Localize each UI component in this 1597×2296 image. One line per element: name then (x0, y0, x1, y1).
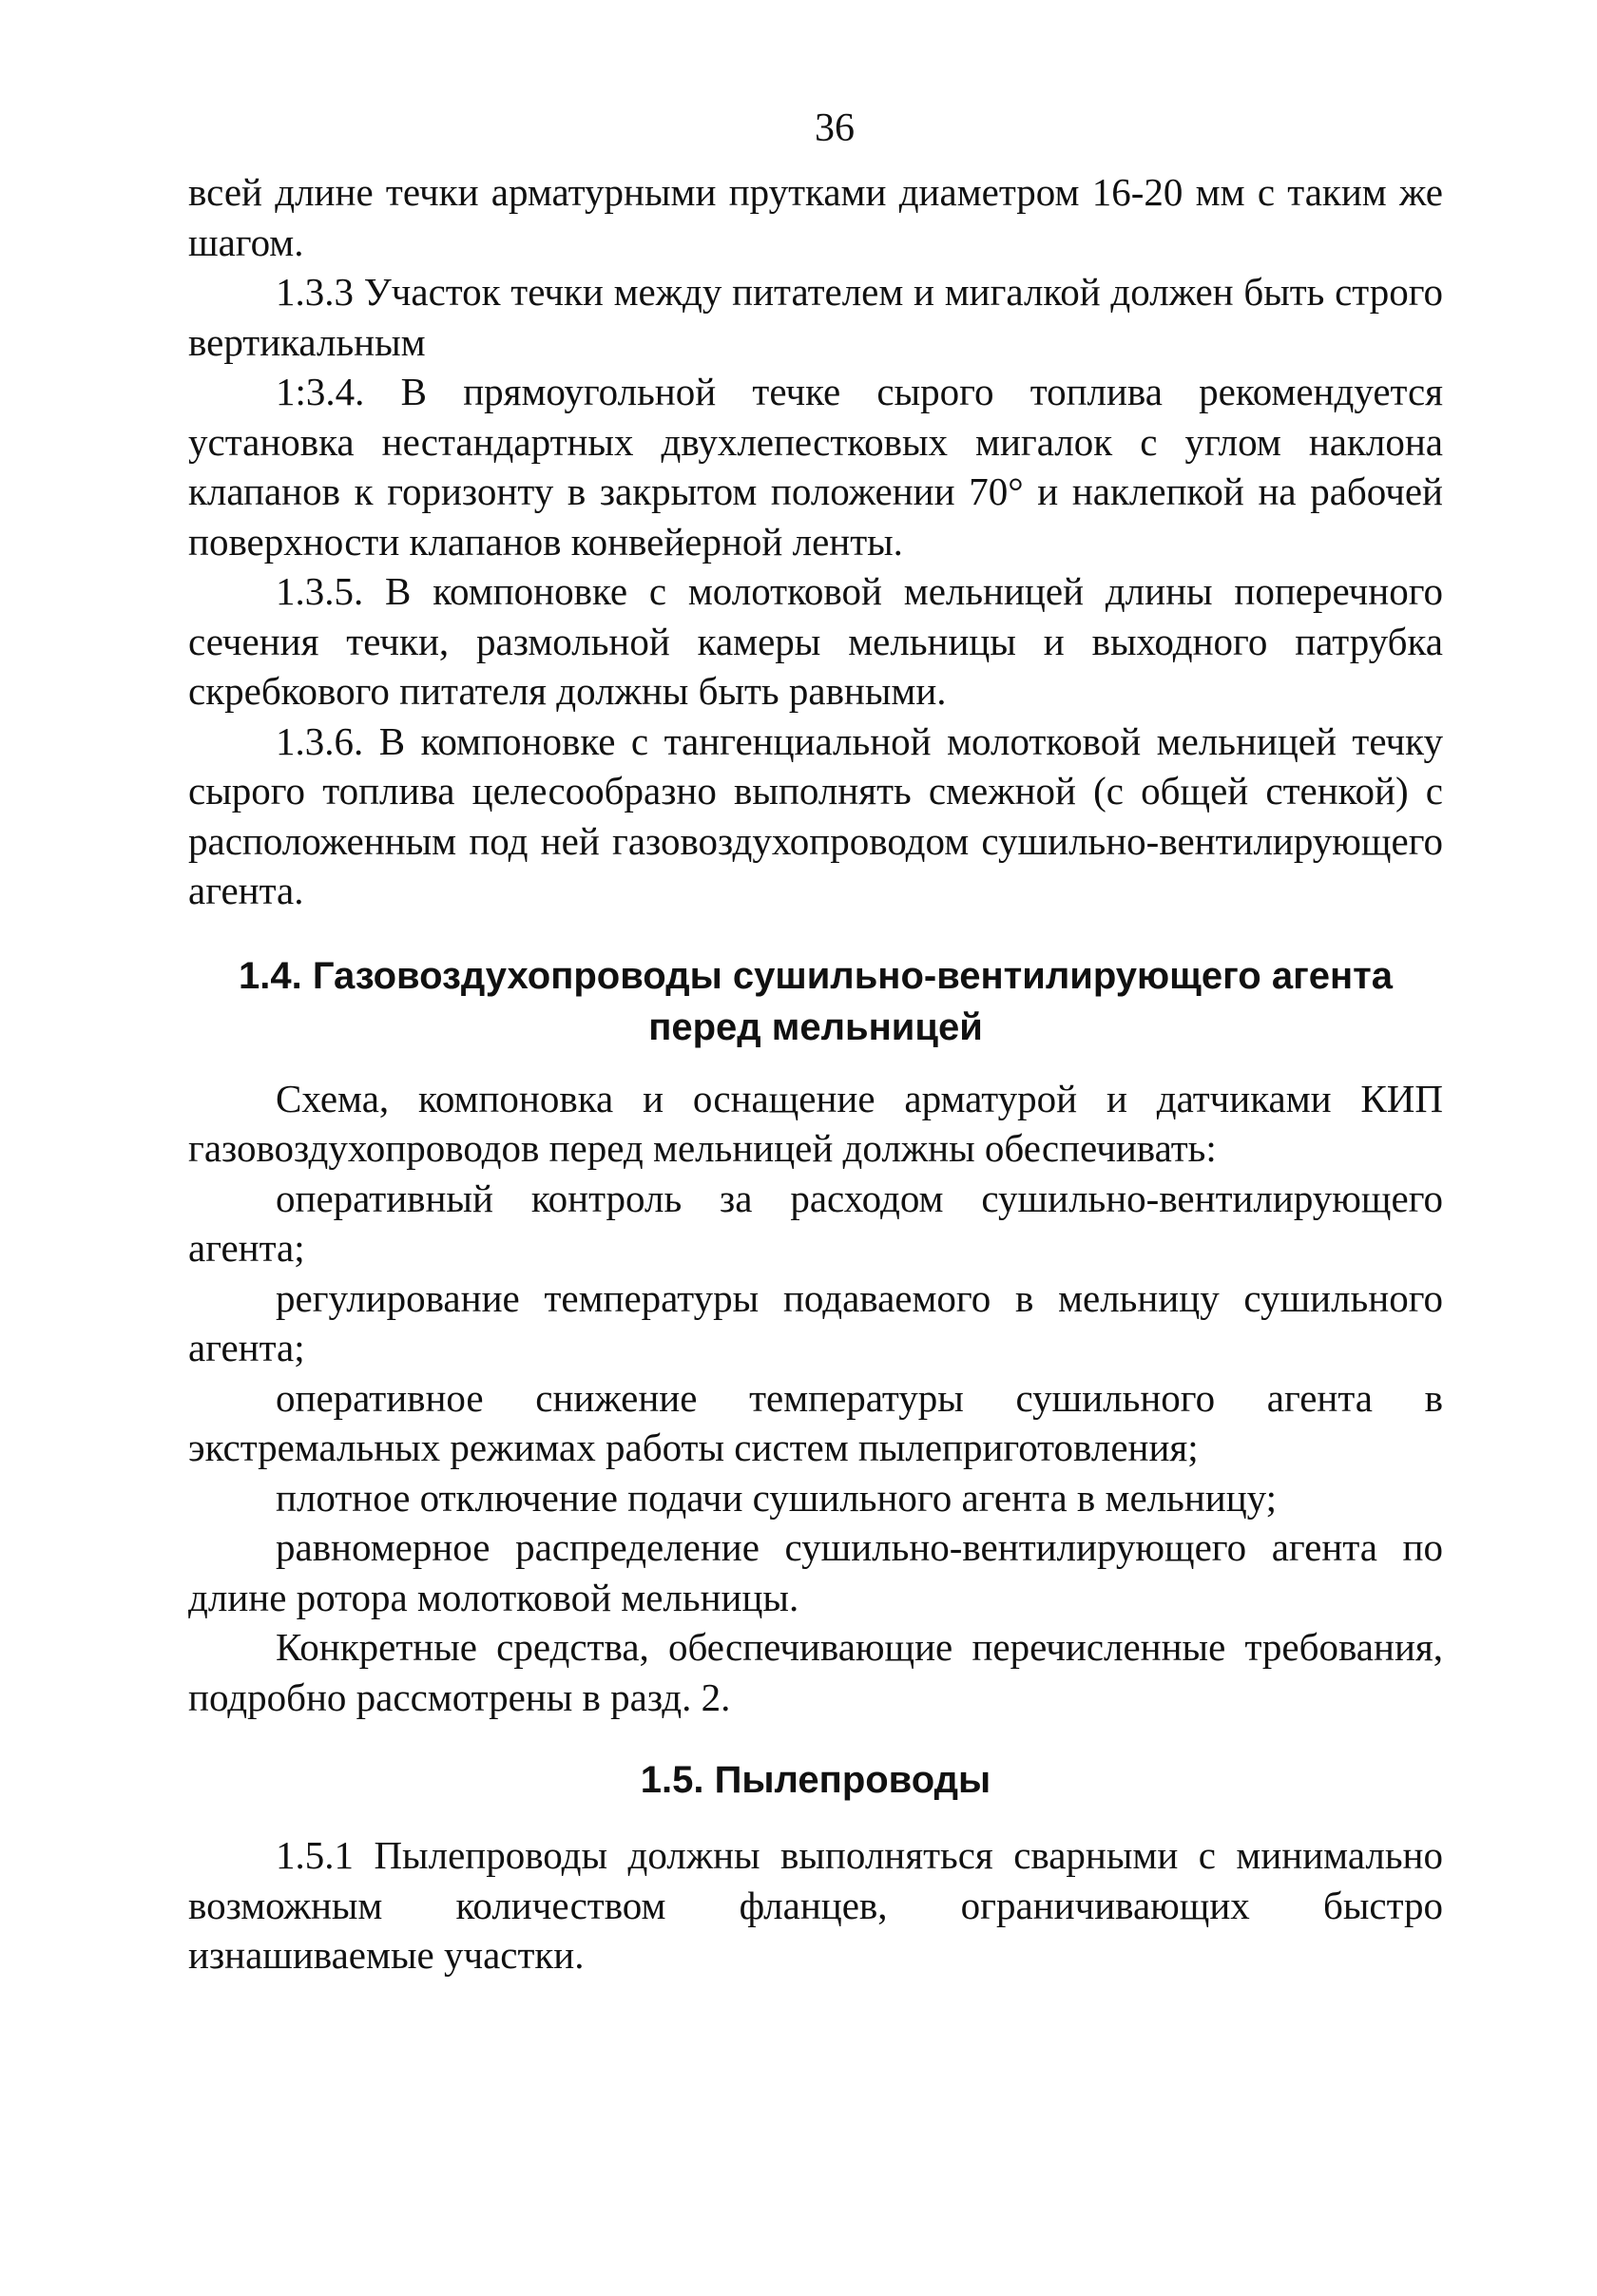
section-1-4-closing: Конкретные средства, обеспечивающие перечисленные требования, подробно рассмотрены в разд. 2. (188, 1625, 1443, 1719)
section-heading-1-4: 1.4. Газовоздухопроводы сушильно-вентилирующего агента перед мельницей (239, 954, 1393, 1048)
section-heading-1-5: 1.5. Пылепроводы (640, 1759, 991, 1801)
requirement-item: регулирование температуры подаваемого в мельницу сушильного агента; (188, 1275, 1443, 1369)
requirement-item: оперативное снижение температуры сушильного агента в экстремальных режимах работы систем пылеприготовления; (188, 1375, 1443, 1469)
document-page (188, 95, 1443, 1980)
requirement-item: плотное отключение подачи сушильного агента в мельницу; (276, 1475, 1278, 1520)
page-number: 36 (815, 106, 855, 150)
requirement-item: оперативный контроль за расходом сушильно-вентилирующего агента; (188, 1176, 1443, 1270)
paragraph-1-3-6: 1.3.6. В компоновке с тангенциальной молотковой мельницей течку сырого топлива целесообразно выполнять смежной (с общей стенкой) с расположенным под ней газовоздухопроводом сушильно-вентилирующего агента. (188, 718, 1443, 912)
paragraph-1-3-4: 1:3.4. В прямоугольной течке сырого топлива рекомендуется установка нестандартных двухлепестковых мигалок с углом наклона клапанов к горизонту в закрытом положении 70° и наклепкой на рабочей поверхности клапанов конвейерной ленты. (188, 370, 1443, 564)
paragraph-continuation: всей длине течки арматурными прутками диаметром 16-20 мм с таким же шагом. (188, 170, 1443, 264)
section-1-4-intro: Схема, компоновка и оснащение арматурой и датчиками КИП газовоздухопроводов перед мельницей должны обеспечивать: (188, 1076, 1443, 1170)
paragraph-1-3-3: 1.3.3 Участок течки между питателем и мигалкой должен быть строго вертикальным (188, 270, 1443, 364)
paragraph-1-5-1: 1.5.1 Пылепроводы должны выполняться сварными с минимально возможным количеством фланцев, ограничивающих быстро изнашиваемые участки. (188, 1833, 1443, 1977)
requirement-item: равномерное распределение сушильно-вентилирующего агента по длине ротора молотковой мельницы. (188, 1525, 1443, 1619)
paragraph-1-3-5: 1.3.5. В компоновке с молотковой мельницей длины поперечного сечения течки, размольной камеры мельницы и выходного патрубка скребкового питателя должны быть равными. (188, 569, 1443, 713)
